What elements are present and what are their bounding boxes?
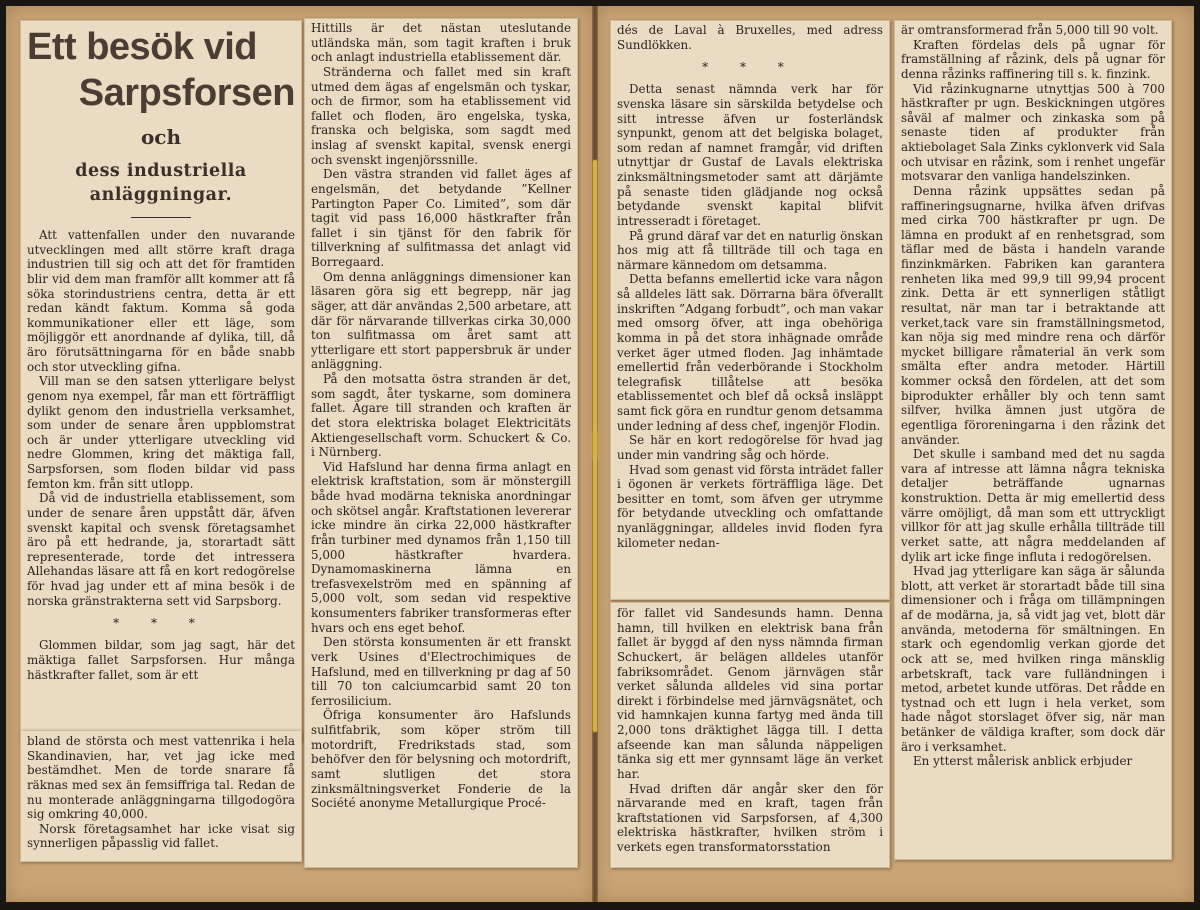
paragraph: Att vattenfallen under den nuvarande utvecklingen med allt större kraft draga industrien till sig och att det för framtiden blir vid dem man framför allt kommer att få söka storindustriens centra, detta är ett redan kändt faktum. Komma så goda kommunikationer eller ett läge, som möjliggör ett anordnande af dylika, till, då äro förutsättningarna för en både snabb och stor utveckling gifna. [27, 228, 295, 374]
subtitle-line-1: dess industriella [75, 161, 247, 181]
article-text-column-4 [901, 21, 1165, 769]
paragraph: Denna råzink uppsättes sedan på raffineringsugnarne, hvilka äfven drifvas med cirka 700 hästkrafter pr ugn. De lämna en produkt af en renhetsgrad, som täflar med de bästa i handeln varande finzinkmärken. Fabriken kan garantera renheten lika med 99,9 till 99,94 procent zink. Detta är ett synnerligen ståtligt resultat, när man tar i betraktande att verket,tack vare sin framställningsmetod, kan nöja sig med mindre rena och därför mycket billigare råmaterial än verk som smälta efter andra metoder. Härtill kommer också den fördelen, att det som biprodukter erhåller bly och tenn samt silfver, hvilka ämnen just utgöra de egentliga föroreningarna i den råzink det använder. [901, 183, 1165, 447]
paragraph: Norsk företagsamhet har icke visat sig synnerligen påpasslig vid fallet. [27, 821, 295, 851]
paragraph: Hvad jag ytterligare kan säga är sålunda blott, att verket är storartadt både till sina dimensioner och i fråga om tillämpningen af de modärna, ja, så vidt jag vet, blott där använda, metoderna för smältningen. En stark och egendomlig verkan gjorde det ock att se, med hvilken ringa mänsklig arbetskraft, tack vare fulländningen i metod, arbetet kunde utföras. Det rådde en tystnad och ett lugn i hela verket, som hade något storslaget öfver sig, när man betänker de väldiga krafter, som dock där äro i verksamhet. [901, 564, 1165, 754]
article-text-column-2 [311, 19, 571, 811]
paragraph: Hvad driften där angår sker den för närvarande med en kraft, tagen från kraftstationen vid Sarpsforsen, af 4,300 elektriska hästkrafter, hvilken ström i verkets egen transformatorsstation [617, 781, 883, 854]
binding-thread-upper [593, 160, 597, 460]
clipping-column-3-continued [610, 602, 890, 868]
paragraph: Vid Hafslund har denna firma anlagt en elektrisk kraftstation, som är mönstergill både hvad modärna tekniska anordningar och skötsel angår. Kraftstationen levererar icke mindre än cirka 22,000 hästkrafter från turbiner med dynamos från 1,150 till 5,000 hästkrafter hvardera. Dynamomaskinerna lämna en trefasvexelström med en spänning af 5,000 volt, som sedan vid respektive konsumenters fabriker transformeras efter hvars och ens eget behof. [311, 459, 571, 635]
headline-line-2: Sarpsforsen [78, 72, 295, 114]
paragraph: Den största konsumenten är ett franskt verk Usines d'Electrochimiques de Hafslund, med en tillverkning pr dag af 50 till 70 ton calciumcarbid samt 20 ton ferrosilicium. [311, 635, 571, 708]
paragraph: dés de Laval à Bruxelles, med adress Sundlökken. [617, 23, 883, 52]
binding-thread-lower [593, 432, 597, 732]
paragraph: Detta senast nämnda verk har för svenska läsare sin särskilda betydelse och sitt intresse äfven ur fosterländsk synpunkt, genom att det belgiska bolaget, som redan af namnet framgår, vid driften utnyttjar dr Gustaf de Lavals elektriska zinksmältningsmetoder samt att därjämte på senaste tiden glädjande nog också betydande svenskt kapital blifvit intresseradt i företaget. [617, 82, 883, 228]
paragraph: bland de största och mest vattenrika i hela Skandinavien, har, vet jag icke med bestämdhet. Men de torde snarare få räknas med sex än femsiffriga tal. Redan de nu monterade anläggningarna tillgodogöra sig omkring 40,000. [27, 734, 295, 822]
paragraph: På grund däraf var det en naturlig önskan hos mig att få tillträde till och taga en närmare kännedom om detsamma. [617, 228, 883, 272]
paragraph: för fallet vid Sandesunds hamn. Denna hamn, till hvilken en elektrisk bana från fallet är byggd af den nyss nämnda firman Schuckert, är belägen alldeles utanför fabriksområdet. Genom järnvägen står verket sålunda alldeles vid sina portar direkt i förbindelse med järnvägsnätet, och vid hamnkajen kunna fartyg med ända till 2,000 tons dräktighet lägga till. I detta afseende kan man sålunda näppeligen tänka sig ett mer gynnsamt läge än verket har. [617, 606, 883, 781]
clipping-column-1-continued [20, 730, 302, 862]
paragraph: Kraften fördelas dels på ugnar för framställning af råzink, dels på ugnar för denna råzinks raffinering till s. k. finzink. [901, 37, 1165, 81]
clipping-column-1 [20, 20, 302, 742]
paragraph: Glommen bildar, som jag sagt, här det mäktiga fallet Sarpsforsen. Hur många hästkrafter fallet, som är ett [27, 638, 295, 682]
clipping-column-3 [610, 20, 890, 600]
paragraph: Vill man se den satsen ytterligare belyst genom nya exempel, får man ett förträffligt dylikt genom den industriella verksamhet, som under de senare åren uppblomstrat och är under ytterligare utveckling vid nedre Glommen, kring det mäktiga fall, Sarpsforsen, som floden bildar vid pass femton km. från sitt utlopp. [27, 374, 295, 491]
article-text-column-3b [617, 603, 883, 855]
paragraph: Stränderna och fallet med sin kraft utmed dem ägas af engelsmän och tyskar, och de firmor, som ha etablissement vid fallet och floden, äro engelska, tyska, franska och belgiska, som sagdt med inslag af svenskt kapital, svensk energi och svenskt ingenjörssnille. [311, 64, 571, 167]
clipping-column-4 [894, 20, 1172, 860]
article-text-column-1b [27, 731, 295, 851]
paragraph: Se här en kort redogörelse för hvad jag under min vandring såg och hörde. [617, 433, 883, 462]
paragraph: Öfriga konsumenter äro Hafslunds sulfitfabrik, som köper ström till motordrift, Fredrikstads stad, som behöfver den för belysning och motordrift, samt slutligen det stora zinksmältningsverket Fonderie de la Société anonyme Metallurgique Procé- [311, 708, 571, 811]
paragraph: Då vid de industriella etablissement, som under de senare åren uppstått där, äfven svenskt kapital och svensk företagsamhet äro på ett hedrande, ja, storartadt sätt representerade, torde det intressera Allehandas läsare att få en kort redogörelse för hvad jag under ett af mina besök i de norska gränstrakterna sett vid Sarpsborg. [27, 491, 295, 608]
title-rule [131, 217, 191, 218]
headline-subtitle [27, 159, 295, 207]
clipping-column-2 [304, 18, 578, 868]
subtitle-line-2: anläggningar. [89, 185, 233, 205]
paragraph: Hvad som genast vid första inträdet faller i ögonen är verkets förträffliga läge. Det besitter en tomt, som äfven ger utrymme för betydande utveckling och omfattande nyanläggningar, alldeles invid floden fyra kilometer nedan- [617, 462, 883, 550]
paragraph: Detta befanns emellertid icke vara någon så alldeles lätt sak. Dörrarna bära öfverallt inskriften ”Adgang forbudt”, och man vakar med omsorg öfver, att inga obehöriga komma in på det stora inhägnade område verket äger utmed floden. Jag inhämtade emellertid från vederbörande i Stockholm telegrafisk tillåtelse att besöka etablissementet och blef då också insläppt samt fick göra en rundtur genom detsamma under ledning af dess chef, ingenjör Flodin. [617, 272, 883, 433]
paragraph: Vid råzinkugnarne utnyttjas 500 à 700 hästkrafter pr ugn. Beskickningen utgöres såväl af malmer och zinkaska som på senaste tiden af produkter från aktiebolaget Sala Zinks cyklonverk vid Sala och utvisar en råzink, som i renhet ungefär motsvarar den vanliga handelszinken. [901, 81, 1165, 184]
paragraph: Om denna anläggnings dimensioner kan läsaren göra sig ett begrepp, när jag säger, att där användas 2,500 arbetare, att där för närvarande tillverkas cirka 30,000 ton sulfitmassa om året samt att ytterligare ett stort pappersbruk är under anläggning. [311, 269, 571, 372]
headline-line-3: och [140, 125, 182, 149]
paragraph: Den västra stranden vid fallet äges af engelsmän, det betydande ”Kellner Partington Paper Co. Limited”, som där tagit vid pass 16,000 hästkrafter från fallet i sin tjänst för den fabrik för tillverkning af sulfitmassa det anlagt vid Borregaard. [311, 167, 571, 269]
article-text-column-1 [27, 228, 295, 682]
article-text-column-3 [617, 21, 883, 550]
headline-line-1: Ett besök vid [27, 26, 257, 68]
paragraph: En ytterst målerisk anblick erbjuder [913, 754, 1133, 769]
paragraph: Hittills är det nästan uteslutande utländska män, som tagit kraften i bruk och anlagt industriella etablissement där. [311, 21, 571, 65]
section-separator: * * * [113, 616, 209, 631]
paragraph: Det skulle i samband med det nu sagda vara af intresse att lämna några tekniska detaljer beträffande ugnarnas konstruktion. Detta är mig emellertid dess värre omöjligt, då man som ett uttryckligt villkor för att jag skulle erhålla tillträde till verket satte, att några meddelanden af dylik art icke finge influta i redogörelsen. [901, 447, 1165, 564]
paragraph: På den motsatta östra stranden är det, som sagdt, åter tyskarne, som dominera fallet. Ägare till stranden och kraften är det stora elektriska bolaget Elektricitäts Aktiengesellschaft vorm. Schuckert & Co. i Nürnberg. [311, 372, 571, 460]
paragraph: är omtransformerad från 5,000 till 90 volt. [901, 23, 1159, 37]
section-separator: * * * [702, 60, 798, 75]
